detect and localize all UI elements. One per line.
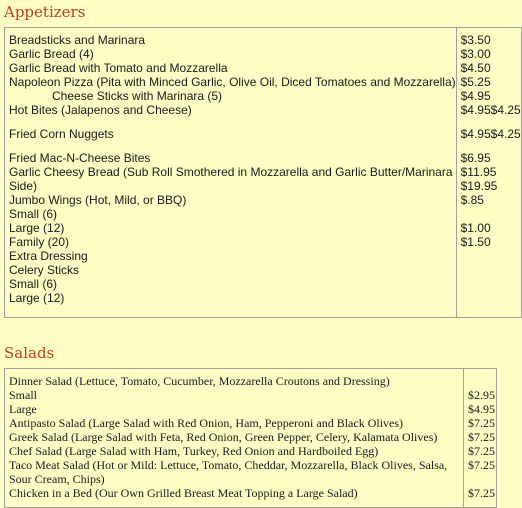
menu-item-price: $4.95$4.25: [460, 127, 521, 141]
menu-item-price: $1.50: [460, 235, 491, 249]
menu-item-name: Napoleon Pizza (Pita with Minced Garlic, Olive Oil, Diced Tomatoes and Mozzarella): [9, 75, 456, 89]
appetizers-table: [4, 27, 522, 318]
menu-item-price: $6.95: [460, 151, 491, 165]
menu-item-price: $7.25: [468, 486, 495, 500]
menu-item-price: $3.50: [460, 33, 491, 47]
menu-item-name: Extra Dressing: [9, 249, 88, 263]
menu-item-price: $4.95: [468, 402, 495, 416]
menu-item-name: Fried Corn Nuggets: [9, 127, 114, 141]
menu-item-price: $4.95$4.25: [460, 103, 521, 117]
appetizers-item-column: [5, 28, 457, 317]
menu-item-price: $4.95: [460, 89, 491, 103]
menu-item-name: Garlic Cheesy Bread (Sub Roll Smothered in Mozzarella and Garlic Butter/Marinara Side): [9, 165, 453, 193]
menu-item-price: $7.25: [468, 458, 495, 472]
menu-item-price: $3.00: [460, 47, 491, 61]
menu-item-name: Small (6): [9, 277, 58, 291]
menu-item-price: [468, 374, 496, 388]
menu-item-name: Large: [9, 402, 37, 416]
menu-item-name: Family (20): [9, 235, 70, 249]
menu-item-price: $7.25: [468, 416, 495, 430]
appetizers-heading: Appetizers: [4, 3, 86, 21]
menu-item-price: [461, 207, 521, 221]
menu-item-name: Dinner Salad (Lettuce, Tomato, Cucumber, Mozzarella Croutons and Dressing): [9, 374, 390, 388]
salads-table: [4, 368, 497, 508]
menu-item-name: Fried Mac-N-Cheese Bites: [9, 151, 151, 165]
menu-item-price: $2.95: [468, 388, 495, 402]
menu-item-price: $4.50: [460, 61, 491, 75]
menu-item-name: Cheese Sticks with Marinara (5): [52, 89, 223, 103]
menu-item-price: $1.00: [460, 221, 491, 235]
menu-item-name: Large (12): [9, 291, 65, 305]
menu-item-name: Garlic Bread with Tomato and Mozzarella: [9, 61, 228, 75]
menu-item-price: $7.25: [468, 444, 495, 458]
menu-item-name: Antipasto Salad (Large Salad with Red Onion, Ham, Pepperoni and Black Olives): [9, 416, 404, 430]
salads-item-column: [5, 369, 464, 507]
menu-item-price: $11.95: [460, 165, 497, 179]
menu-item-name: Garlic Bread (4): [9, 47, 94, 61]
menu-item-price: $19.95: [460, 179, 498, 193]
menu-item-price: $7.25: [468, 430, 495, 444]
menu-item-name: Jumbo Wings (Hot, Mild, or BBQ): [9, 193, 187, 207]
salads-heading: Salads: [4, 344, 55, 362]
menu-item-name: Small (6): [9, 207, 58, 221]
menu-item-name: Chicken in a Bed (Our Own Grilled Breast Meat Topping a Large Salad): [9, 486, 358, 500]
menu-item-name: Chef Salad (Large Salad with Ham, Turkey, Red Onion and Hardboiled Egg): [9, 444, 379, 458]
menu-item-price: $5.25: [460, 75, 491, 89]
menu-item-name: Celery Sticks: [9, 263, 80, 277]
menu-item-name: Large (12): [9, 221, 65, 235]
menu-item-name: Taco Meat Salad (Hot or Mild: Lettuce, Tomato, Cheddar, Mozzarella, Black Olives, Salsa, Sour Cream, Chips): [9, 458, 448, 486]
salads-price-column: [464, 369, 496, 507]
menu-item-name: Small: [9, 388, 38, 402]
menu-item-name: Breadsticks and Marinara: [9, 33, 146, 47]
appetizers-price-column: [457, 28, 521, 317]
menu-item-name: Greek Salad (Large Salad with Feta, Red Onion, Green Pepper, Celery, Kalamata Olives): [9, 430, 438, 444]
menu-item-name: Hot Bites (Jalapenos and Cheese): [9, 103, 192, 117]
menu-item-price: $.85: [460, 193, 484, 207]
